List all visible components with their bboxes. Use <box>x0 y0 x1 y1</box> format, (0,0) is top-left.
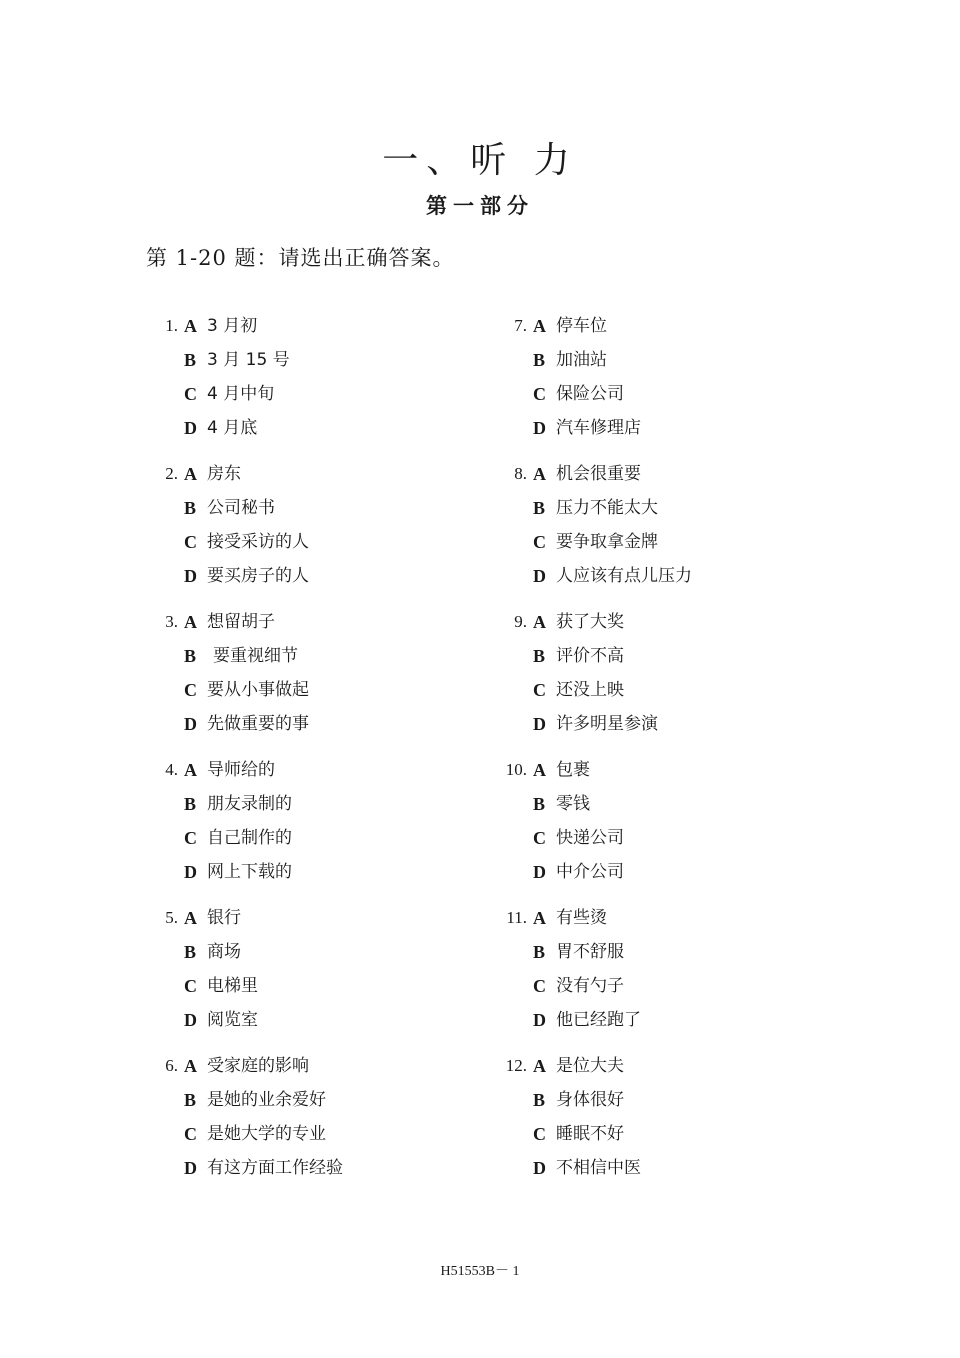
option-c[interactable] <box>499 821 819 855</box>
page-footer: H51553B－ 1 <box>440 1264 520 1279</box>
option-d[interactable] <box>150 411 470 445</box>
option-d[interactable] <box>499 707 819 741</box>
option-letter: A <box>184 316 197 336</box>
option-letter: C <box>533 1124 546 1144</box>
option-b[interactable] <box>499 343 819 377</box>
question-4 <box>150 753 470 889</box>
section-title: 一、听 力 <box>382 140 578 181</box>
option-c[interactable] <box>499 673 819 707</box>
option-text: 自己制作的 <box>207 828 292 848</box>
option-letter: A <box>184 464 197 484</box>
option-text: 电梯里 <box>207 976 258 996</box>
question-3 <box>150 605 470 741</box>
option-c[interactable] <box>499 377 819 411</box>
option-d[interactable] <box>150 855 470 889</box>
question-2 <box>150 457 470 593</box>
option-text: 受家庭的影响 <box>207 1056 309 1076</box>
option-text: 是她的业余爱好 <box>207 1090 326 1110</box>
option-text: 有些烫 <box>556 908 607 928</box>
option-b[interactable] <box>150 343 470 377</box>
option-c[interactable] <box>150 525 470 559</box>
option-b[interactable] <box>150 935 470 969</box>
instruction-text: 第 1-20 题：请选出正确答案。 <box>146 246 455 270</box>
option-b[interactable] <box>150 1083 470 1117</box>
option-text: 4 月底 <box>207 418 258 438</box>
option-letter: B <box>184 794 197 814</box>
option-text: 接受采访的人 <box>207 532 309 552</box>
option-letter: D <box>184 1158 197 1178</box>
option-a[interactable] <box>499 605 819 639</box>
option-letter: D <box>184 714 197 734</box>
option-letter: D <box>533 418 546 438</box>
option-text: 停车位 <box>556 316 607 336</box>
option-a[interactable] <box>499 753 819 787</box>
option-letter: C <box>184 976 197 996</box>
option-letter: B <box>533 1090 546 1110</box>
option-d[interactable] <box>150 559 470 593</box>
option-text: 压力不能太大 <box>556 498 658 518</box>
question-number: 10. <box>505 760 527 779</box>
option-text: 是位大夫 <box>556 1056 624 1076</box>
question-number: 1. <box>165 316 178 335</box>
option-text: 阅览室 <box>207 1010 258 1030</box>
option-text: 身体很好 <box>556 1090 624 1110</box>
option-text: 是她大学的专业 <box>207 1124 326 1144</box>
option-letter: B <box>184 350 197 370</box>
option-d[interactable] <box>499 559 819 593</box>
option-letter: C <box>533 680 546 700</box>
option-text: 他已经跑了 <box>556 1010 641 1030</box>
option-letter: C <box>184 1124 197 1144</box>
option-text: 还没上映 <box>556 680 624 700</box>
option-text: 要争取拿金牌 <box>556 532 658 552</box>
option-letter: C <box>184 828 197 848</box>
question-number: 6. <box>165 1056 178 1075</box>
option-text: 4 月中旬 <box>207 384 275 404</box>
option-d[interactable] <box>499 411 819 445</box>
option-a[interactable] <box>150 605 470 639</box>
option-letter: B <box>533 646 546 666</box>
option-text: 包裹 <box>556 760 590 780</box>
question-6 <box>150 1049 470 1185</box>
option-letter: B <box>533 498 546 518</box>
option-a[interactable] <box>499 1049 819 1083</box>
question-9 <box>499 605 819 741</box>
option-d[interactable] <box>499 1003 819 1037</box>
option-c[interactable] <box>150 969 470 1003</box>
option-text: 胃不舒服 <box>556 942 624 962</box>
question-number: 5. <box>165 908 178 927</box>
option-c[interactable] <box>150 821 470 855</box>
question-10 <box>499 753 819 889</box>
question-5 <box>150 901 470 1037</box>
option-letter: A <box>533 908 546 928</box>
option-b[interactable] <box>499 1083 819 1117</box>
option-text: 要重视细节 <box>213 646 298 666</box>
option-c[interactable] <box>499 1117 819 1151</box>
option-letter: C <box>184 384 197 404</box>
option-d[interactable] <box>150 1003 470 1037</box>
question-number: 9. <box>514 612 527 631</box>
option-a[interactable] <box>499 901 819 935</box>
option-letter: B <box>533 942 546 962</box>
option-c[interactable] <box>499 525 819 559</box>
option-b[interactable] <box>150 491 470 525</box>
option-text: 获了大奖 <box>556 612 624 632</box>
option-d[interactable] <box>150 707 470 741</box>
question-number: 3. <box>165 612 178 631</box>
option-b[interactable] <box>499 787 819 821</box>
question-number: 7. <box>514 316 527 335</box>
option-text: 零钱 <box>556 794 590 814</box>
option-text: 机会很重要 <box>556 464 641 484</box>
option-text: 房东 <box>207 464 241 484</box>
option-text: 保险公司 <box>556 384 624 404</box>
option-letter: D <box>533 1010 546 1030</box>
option-letter: D <box>533 566 546 586</box>
option-letter: A <box>533 760 546 780</box>
option-letter: C <box>533 384 546 404</box>
question-8 <box>499 457 819 593</box>
option-a[interactable] <box>150 457 470 491</box>
option-a[interactable] <box>150 753 470 787</box>
option-letter: B <box>184 498 197 518</box>
option-text: 没有勺子 <box>556 976 624 996</box>
option-letter: A <box>184 908 197 928</box>
option-letter: C <box>184 680 197 700</box>
option-letter: B <box>184 646 197 666</box>
option-b[interactable] <box>150 639 470 673</box>
option-letter: A <box>533 316 546 336</box>
option-text: 3 月初 <box>207 316 258 336</box>
option-c[interactable] <box>150 1117 470 1151</box>
option-text: 不相信中医 <box>556 1158 641 1178</box>
option-letter: D <box>533 714 546 734</box>
option-b[interactable] <box>499 935 819 969</box>
option-letter: A <box>533 612 546 632</box>
option-letter: C <box>533 828 546 848</box>
option-letter: B <box>184 1090 197 1110</box>
option-text: 人应该有点儿压力 <box>556 566 692 586</box>
option-text: 有这方面工作经验 <box>207 1158 343 1178</box>
question-number: 11. <box>506 908 527 927</box>
question-7 <box>499 309 819 445</box>
option-text: 朋友录制的 <box>207 794 292 814</box>
option-letter: A <box>533 464 546 484</box>
option-a[interactable] <box>150 309 470 343</box>
question-number: 2. <box>165 464 178 483</box>
option-letter: D <box>533 862 546 882</box>
option-d[interactable] <box>150 1151 470 1185</box>
option-letter: D <box>533 1158 546 1178</box>
option-letter: B <box>533 350 546 370</box>
option-d[interactable] <box>499 1151 819 1185</box>
option-c[interactable] <box>150 673 470 707</box>
question-11 <box>499 901 819 1037</box>
option-text: 银行 <box>207 908 241 928</box>
question-12 <box>499 1049 819 1185</box>
option-letter: D <box>184 566 197 586</box>
question-number: 4. <box>165 760 178 779</box>
option-text: 睡眠不好 <box>556 1124 624 1144</box>
option-d[interactable] <box>499 855 819 889</box>
option-letter: C <box>533 532 546 552</box>
option-text: 公司秘书 <box>207 498 275 518</box>
option-b[interactable] <box>499 491 819 525</box>
option-text: 中介公司 <box>556 862 624 882</box>
option-letter: D <box>184 418 197 438</box>
question-1 <box>150 309 470 445</box>
option-b[interactable] <box>150 787 470 821</box>
option-letter: A <box>184 760 197 780</box>
option-text: 商场 <box>207 942 241 962</box>
question-number: 8. <box>514 464 527 483</box>
option-text: 3 月 15 号 <box>207 350 290 370</box>
option-text: 要买房子的人 <box>207 566 309 586</box>
option-letter: C <box>533 976 546 996</box>
option-text: 汽车修理店 <box>556 418 641 438</box>
option-text: 评价不高 <box>556 646 624 666</box>
option-text: 导师给的 <box>207 760 275 780</box>
option-a[interactable] <box>150 1049 470 1083</box>
option-text: 要从小事做起 <box>207 680 309 700</box>
option-letter: A <box>533 1056 546 1076</box>
option-a[interactable] <box>499 457 819 491</box>
option-letter: C <box>184 532 197 552</box>
option-letter: B <box>184 942 197 962</box>
question-number: 12. <box>505 1056 527 1075</box>
option-letter: B <box>533 794 546 814</box>
option-a[interactable] <box>499 309 819 343</box>
part-title: 第一部分 <box>426 194 534 218</box>
option-text: 许多明星参演 <box>556 714 658 734</box>
option-c[interactable] <box>150 377 470 411</box>
option-letter: D <box>184 862 197 882</box>
option-text: 先做重要的事 <box>207 714 309 734</box>
option-c[interactable] <box>499 969 819 1003</box>
option-letter: A <box>184 612 197 632</box>
option-letter: D <box>184 1010 197 1030</box>
option-b[interactable] <box>499 639 819 673</box>
option-text: 快递公司 <box>556 828 624 848</box>
option-a[interactable] <box>150 901 470 935</box>
option-text: 网上下载的 <box>207 862 292 882</box>
option-text: 想留胡子 <box>207 612 275 632</box>
option-text: 加油站 <box>556 350 607 370</box>
option-letter: A <box>184 1056 197 1076</box>
